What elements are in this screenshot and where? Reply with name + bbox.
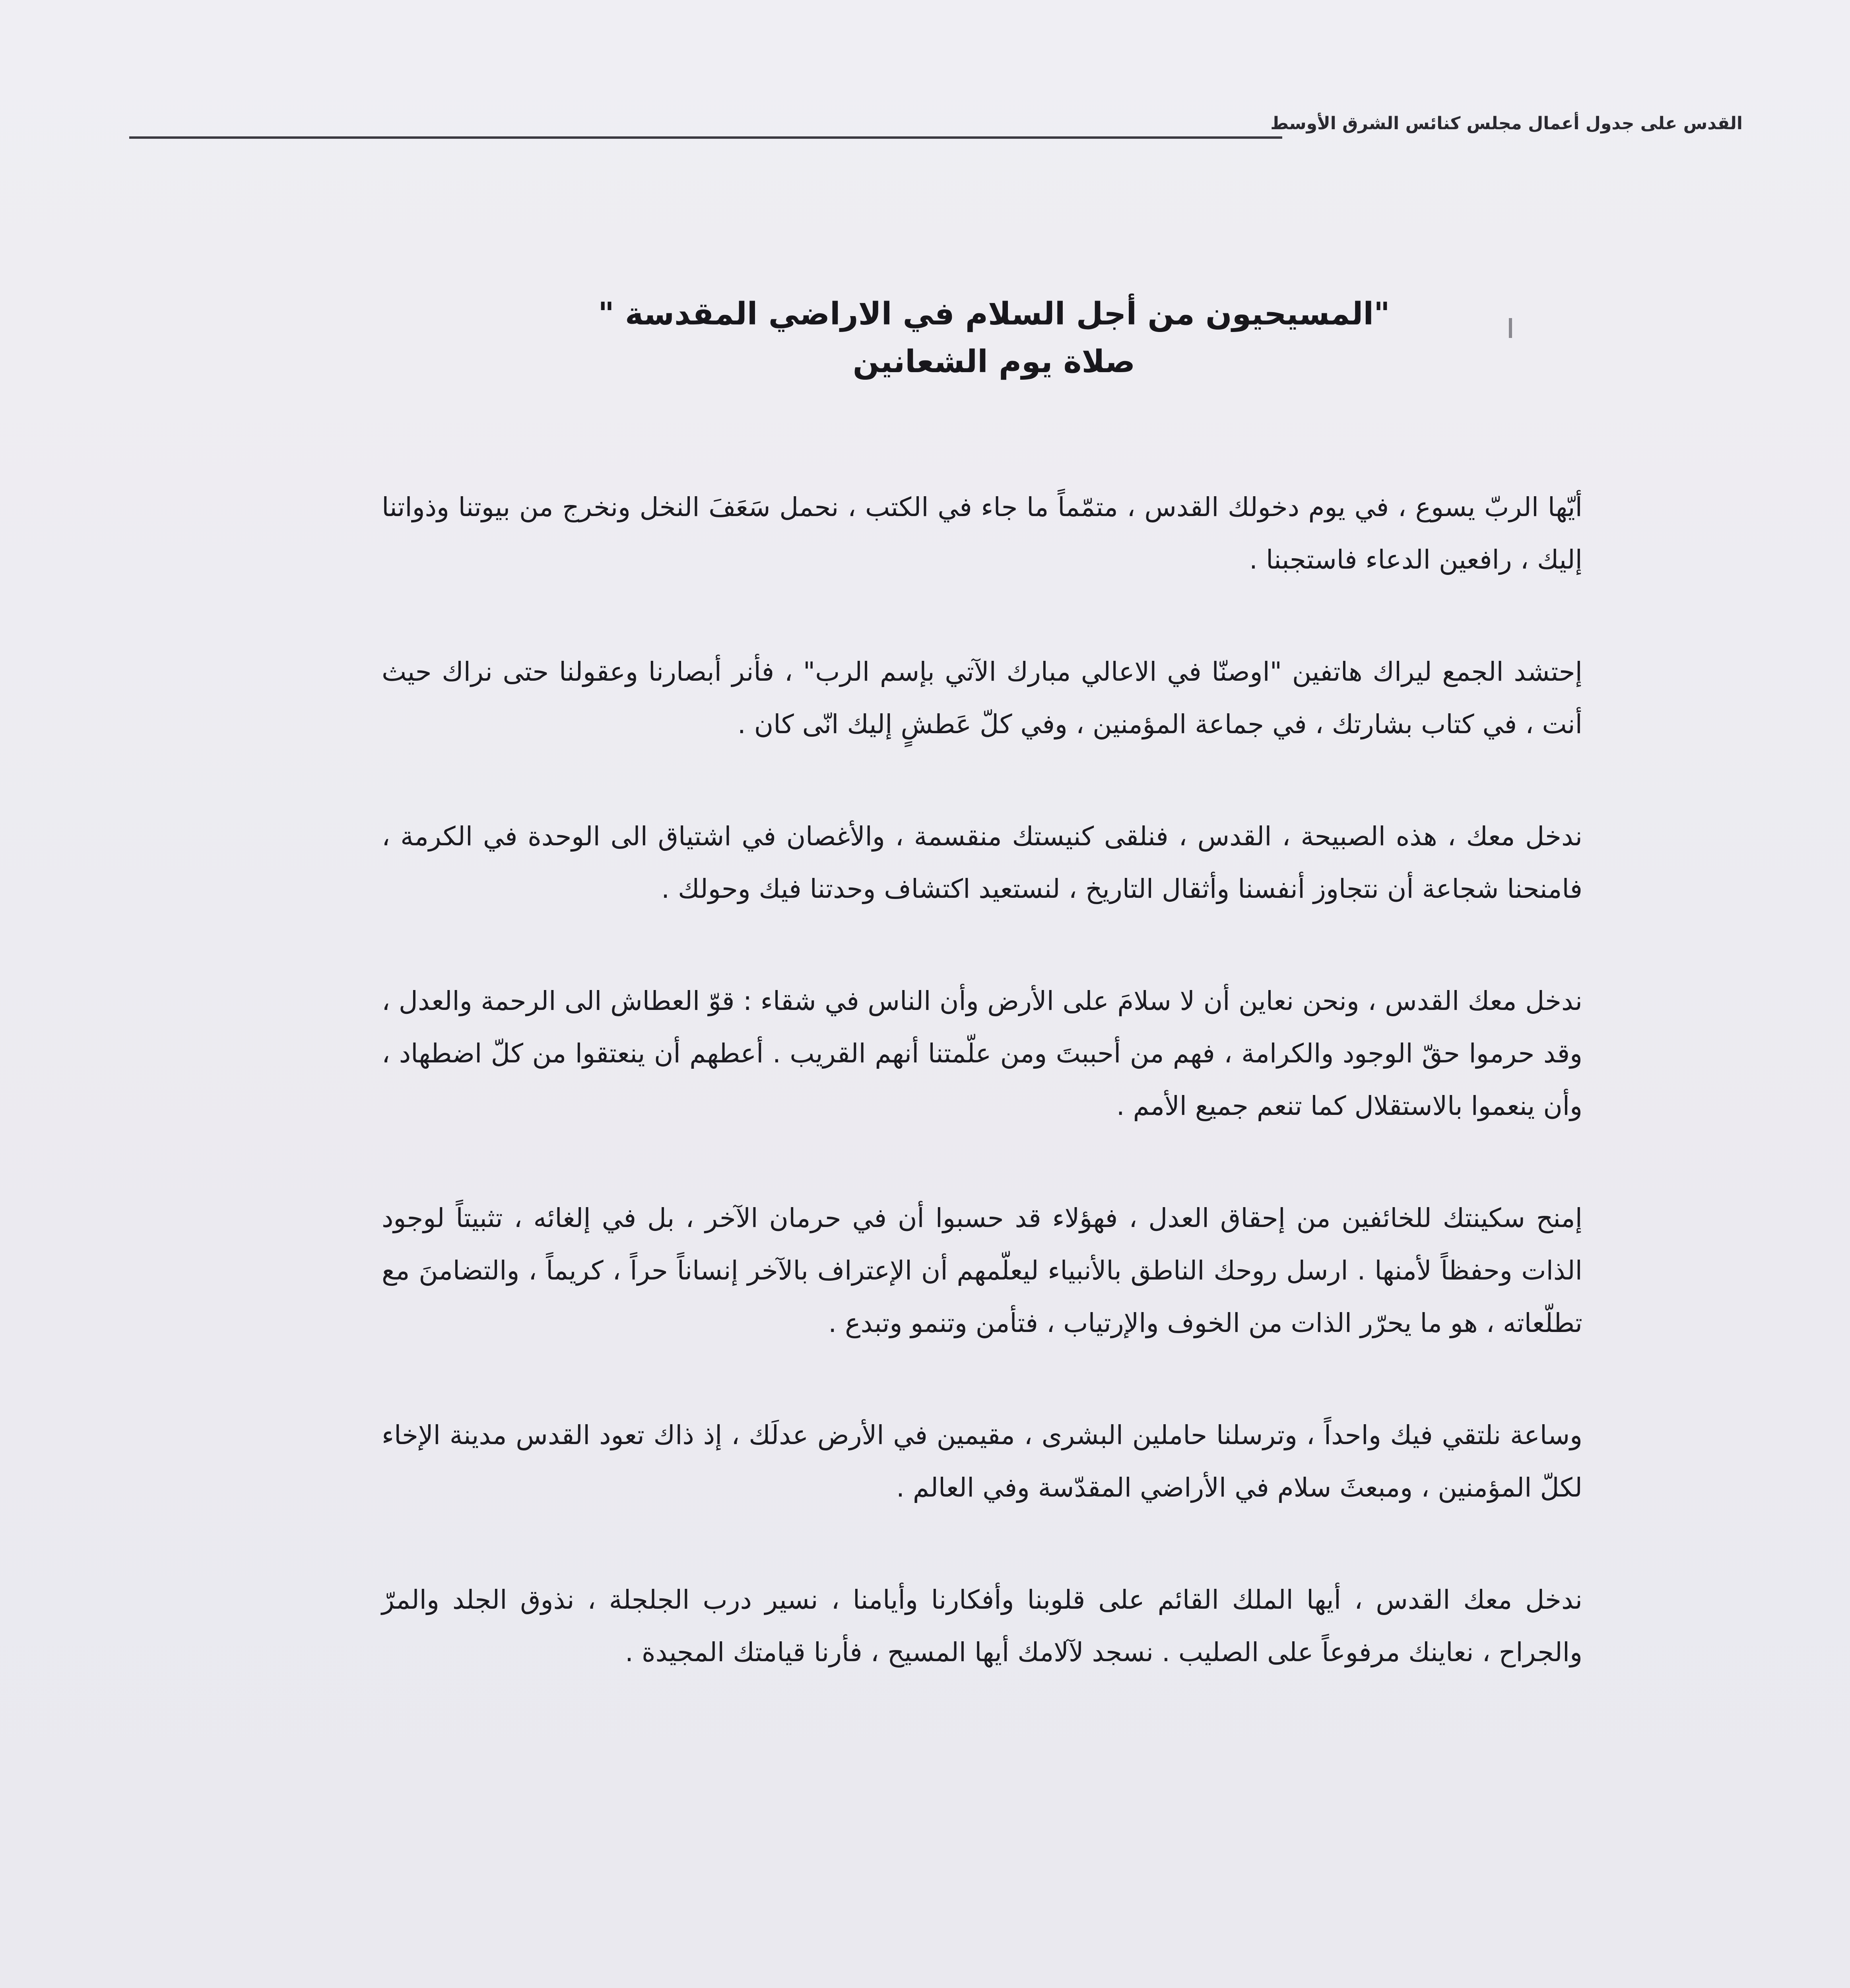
paragraph-7: ندخل معك القدس ، أيها الملك القائم على قلوبنا وأفكارنا وأيامنا ، نسير درب الجلجلة ، نذوق الجلد والمرّ والجراح ، نعاينك مرفوعاً على الصليب . نسجد لآلامك أيها المسيح ، فأرنا قيامتك المجيدة .: [382, 1584, 1582, 1668]
paragraph-3: ندخل معك ، هذه الصبيحة ، القدس ، فنلقى كنيستك منقسمة ، والأغصان في اشتياق الى الوحدة في الكرمة ، فامنحنا شجاعة أن نتجاوز أنفسنا وأثقال التاريخ ، لنستعيد اكتشاف وحدتنا فيك وحولك .: [382, 821, 1582, 904]
paragraph-5: إمنح سكينتك للخائفين من إحقاق العدل ، فهؤلاء قد حسبوا أن في حرمان الآخر ، بل في إلغائه ، تثبيتاً لوجود الذات وحفظاً لأمنها . ارسل روحك الناطق بالأنبياء ليعلّمهم أن الإعتراف بالآخر إنساناً حراً ، كريماً ، والتضامنَ مع تطلّعاته ، هو ما يحرّر الذات من الخوف والإرتياب ، فتأمن وتنمو وتبدع .: [382, 1203, 1582, 1338]
prayer-body: [382, 481, 1582, 1738]
running-header: القدس على جدول أعمال مجلس كنائس الشرق الأوسط: [1270, 113, 1743, 134]
paragraph-2: إحتشد الجمع ليراك هاتفين "اوصنّا في الاعالي مبارك الآتي بإسم الرب" ، فأنر أبصارنا وعقولنا حتى نراك حيث أنت ، في كتاب بشارتك ، في جماعة المؤمنين ، وفي كلّ عَطشٍ إليك انّى كان .: [382, 656, 1582, 740]
page-title: "المسيحيون من أجل السلام في الاراضي المقدسة ": [598, 296, 1390, 332]
title-block: [457, 290, 1531, 386]
paragraph-1: أيّها الربّ يسوع ، في يوم دخولك القدس ، متمّماً ما جاء في الكتب ، نحمل سَعَفَ النخل ونخرج من بيوتنا وذواتنا إليك ، رافعين الدعاء فاستجبنا .: [382, 492, 1582, 575]
paragraph-4: ندخل معك القدس ، ونحن نعاين أن لا سلامَ على الأرض وأن الناس في شقاء : قوّ العطاش الى الرحمة والعدل ، وقد حرموا حقّ الوجود والكرامة ، فهم من أحببتَ ومن علّمتنا أنهم القريب . أعطهم أن ينعتقوا من كلّ اضطهاد ، وأن ينعموا بالاستقلال كما تنعم جميع الأمم .: [382, 986, 1582, 1121]
header-divider: [129, 136, 1282, 139]
page-subtitle: صلاة يوم الشعانين: [852, 344, 1136, 380]
paragraph-6: وساعة نلتقي فيك واحداً ، وترسلنا حاملين البشرى ، مقيمين في الأرض عدلَك ، إذ ذاك تعود القدس مدينة الإخاء لكلّ المؤمنين ، ومبعثَ سلام في الأراضي المقدّسة وفي العالم .: [382, 1420, 1582, 1503]
